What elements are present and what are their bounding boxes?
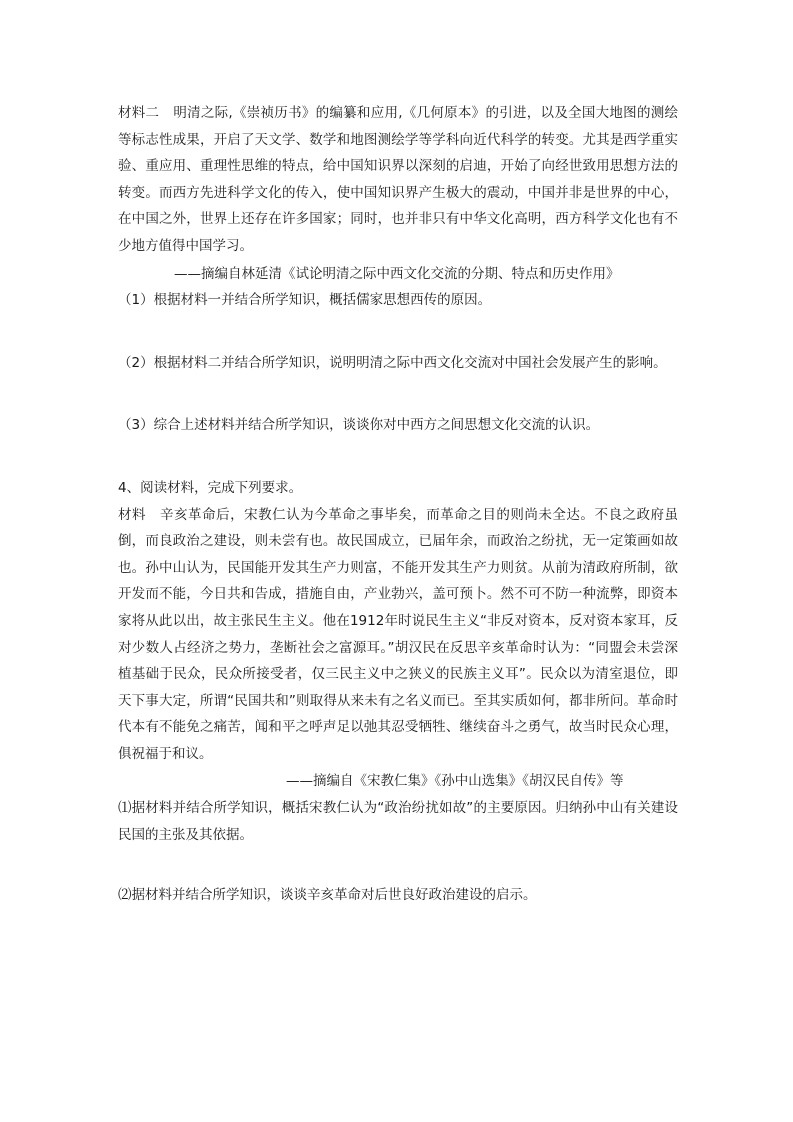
material-two-source: ——摘编自林延清《试论明清之际中西文化交流的分期、特点和历史作用》 <box>174 265 620 282</box>
material-source: ——摘编自《宋教仁集》《孙中山选集》《胡汉民自传》等 <box>286 773 624 790</box>
answer-space <box>118 314 678 350</box>
answer-space <box>118 848 678 882</box>
material-two-paragraph <box>118 100 678 260</box>
answer-space <box>118 439 678 475</box>
page-content <box>118 100 678 909</box>
material-paragraph <box>118 502 678 768</box>
question-3-2: （2）根据材料二并结合所学知识，说明明清之际中西文化交流对中国社会发展产生的影响。 <box>118 354 667 371</box>
material-two-label: 材料二 <box>118 105 160 121</box>
material-two-text: 明清之际,《崇祯历书》的编纂和应用,《几何原本》的引进，以及全国大地图的测绘等标志性成果，开启了天文学、数学和地图测绘学等学科向近代科学的转变。尤其是西学重实验、重应用、重理性思维的特点，给中国知识界以深刻的启迪，开始了向经世致用思想方法的转变。而西方先进科学文化的传入，使中国知识界产生极大的震动，中国并非是世界的中心，在中国之外，世界上还存在许多国家；同时，也并非只有中华文化高明，西方科学文化也有不少地方值得中国学习。 <box>118 105 678 254</box>
question-4-1: ⑴据材料并结合所学知识，概括宋教仁认为“政治纷扰如故”的主要原因。归纳孙中山有关建设民国的主张及其依据。 <box>118 800 678 843</box>
material-text: 辛亥革命后，宋教仁认为今革命之事毕矣，而革命之目的则尚未全达。不良之政府虽倒，而良政治之建设，则未尝有也。故民国成立，已届年余，而政治之纷扰，无一定策画如故也。孙中山认为，民国能开发其生产力则富，不能开发其生产力则贫。从前为清政府所制，欲开发而不能，今日共和告成，措施自由，产业勃兴，盖可预卜。然不可不防一种流弊，即资本家将从此以出，故主张民生主义。他在1912年时说民生主义“非反对资本，反对资本家耳，反对少数人占经济之势力，垄断社会之富源耳。”胡汉民在反思辛亥革命时认为：“同盟会未尝深植基础于民众，民众所接受者，仅三民主义中之狭义的民族主义耳”。民众以为清室退位，即天下事大定，所谓“民国共和”则取得从来未有之名义而已。至其实质如何，都非所问。革命时代本有不能免之痛苦，闻和平之呼声足以弛其忍受牺牲、继续奋斗之勇气，故当时民众心理，俱祝福于和议。 <box>118 506 679 762</box>
material-label: 材料 <box>118 506 147 523</box>
question-4-heading: 4、阅读材料，完成下列要求。 <box>118 479 303 496</box>
question-4-2: ⑵据材料并结合所学知识，谈谈辛亥革命对后世良好政治建设的启示。 <box>118 887 537 904</box>
question-3-1: （1）根据材料一并结合所学知识，概括儒家思想西传的原因。 <box>118 292 492 309</box>
question-3-3: （3）综合上述材料并结合所学知识，谈谈你对中西方之间思想文化交流的认识。 <box>118 417 600 434</box>
answer-space <box>118 376 678 412</box>
